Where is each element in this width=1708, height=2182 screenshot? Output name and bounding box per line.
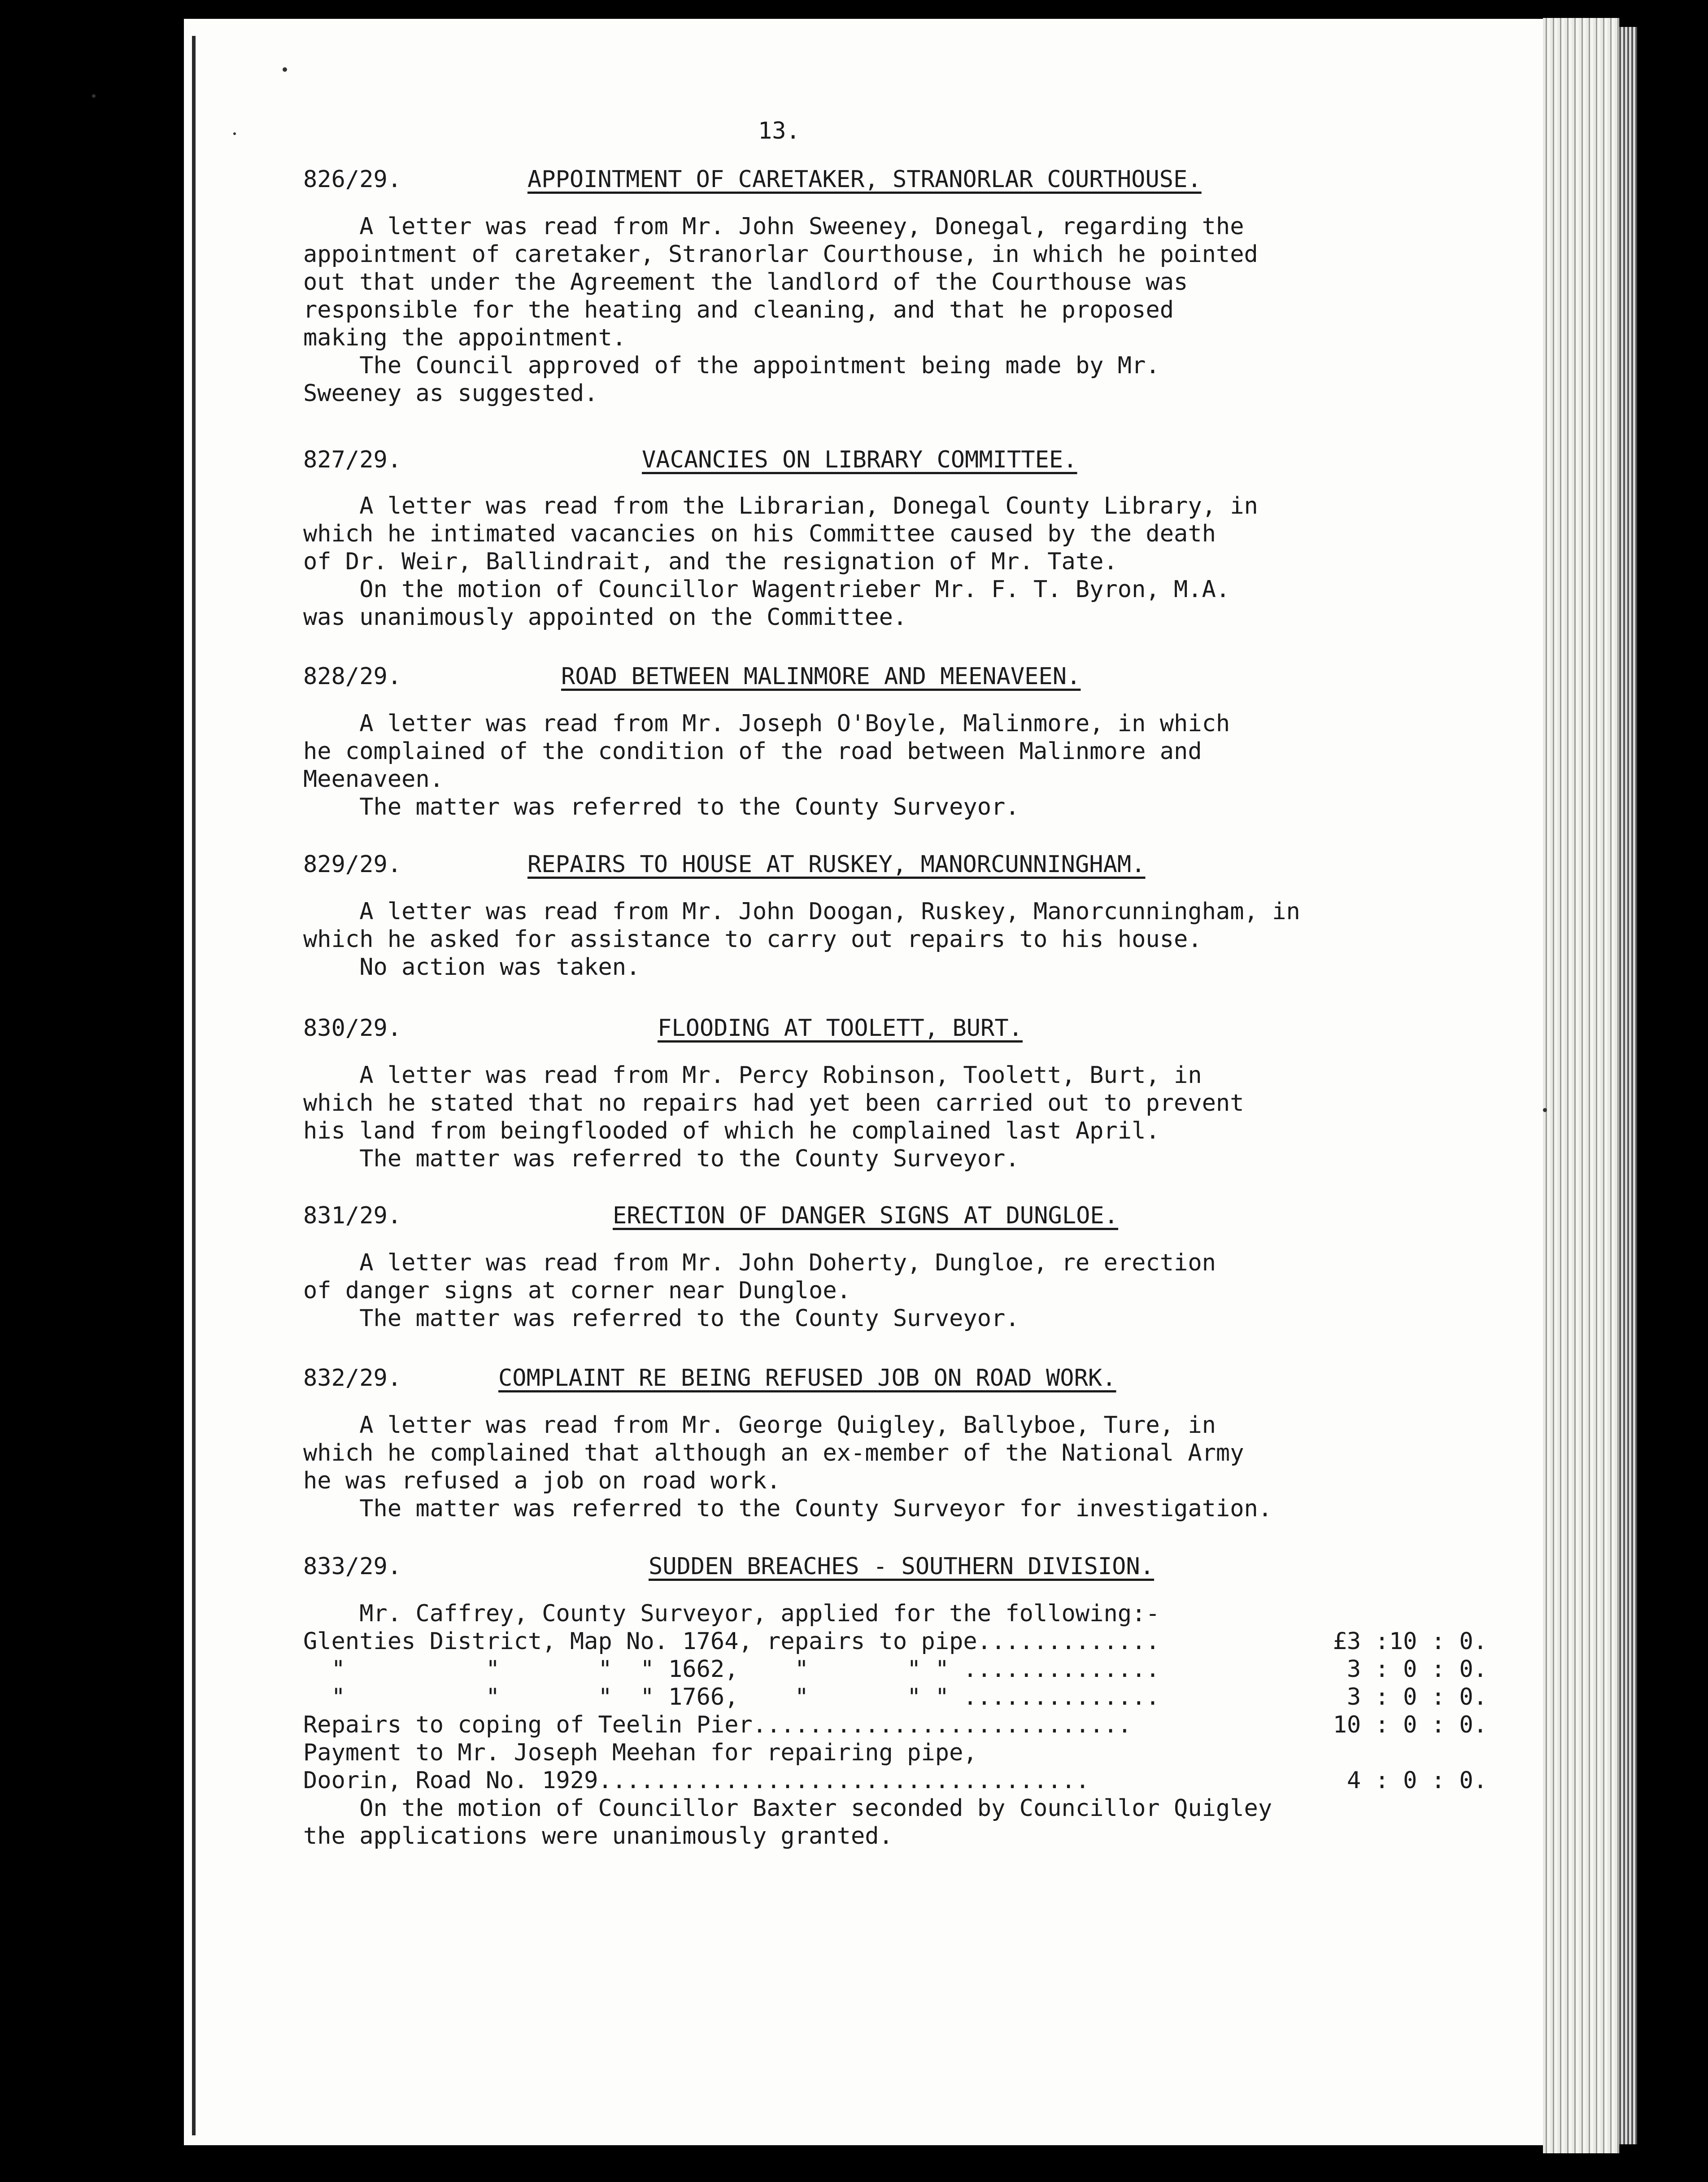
minute-line: A letter was read from Mr. Joseph O'Boyle, Malinmore, in which [303,710,1230,737]
payment-description: " " " " 1766, " " " .............. [303,1684,1160,1711]
minute-line: the applications were unanimously granted. [303,1823,893,1850]
payment-item [303,1683,1487,1711]
minute-826 [303,166,1487,407]
payment-item [303,1711,1487,1739]
payment-item [303,1739,1487,1767]
minute-number: 830/29. [303,1015,402,1042]
payment-amount: 3 : 0 : 0. [1333,1656,1487,1683]
minute-line: The matter was referred to the County Surveyor for investigation. [303,1495,1272,1522]
minute-line: of danger signs at corner near Dungloe. [303,1277,851,1304]
payment-description: Glenties District, Map No. 1764, repairs to pipe............. [303,1628,1160,1655]
minute-heading [303,1015,1487,1043]
minute-line: A letter was read from Mr. George Quigley, Ballyboe, Ture, in [303,1412,1216,1439]
minute-831 [303,1202,1487,1332]
page-stack-shadow [1619,27,1637,2144]
minute-line: making the appointment. [303,324,627,351]
minute-line: On the motion of Councillor Wagentrieber Mr. F. T. Byron, M.A. [303,576,1230,603]
minute-number: 826/29. [303,166,402,193]
minute-heading [303,446,1487,475]
minute-number: 829/29. [303,851,402,878]
minute-line: was unanimously appointed on the Committee. [303,604,907,631]
minute-line: The matter was referred to the County Surveyor. [303,1305,1020,1332]
binding-rule [192,36,196,2135]
page-stack-edge [1543,18,1619,2153]
payment-amount: 10 : 0 : 0. [1333,1711,1487,1738]
payment-description: Doorin, Road No. 1929................................... [303,1767,1090,1794]
minute-828 [303,663,1487,821]
minute-line: The matter was referred to the County Surveyor. [303,794,1020,820]
minute-830 [303,1015,1487,1173]
minute-line: which he complained that although an ex-member of the National Army [303,1440,1244,1466]
minute-number: 831/29. [303,1202,402,1229]
payment-amount: 4 : 0 : 0. [1333,1767,1487,1794]
minute-line: A letter was read from Mr. John Doogan, Ruskey, Manorcunningham, in [303,898,1300,925]
minute-number: 833/29. [303,1553,402,1580]
minute-line: A letter was read from the Librarian, Donegal County Library, in [303,493,1258,519]
payment-amount: £3 :10 : 0. [1333,1628,1487,1655]
minute-heading [303,663,1487,692]
minute-title: APPOINTMENT OF CARETAKER, STRANORLAR COURTHOUSE. [527,166,1202,193]
minute-number: 828/29. [303,663,402,690]
minute-line: he complained of the condition of the road between Malinmore and [303,738,1202,765]
minute-line: A letter was read from Mr. John Doherty, Dungloe, re erection [303,1249,1216,1276]
minute-heading [303,1553,1487,1582]
minute-832 [303,1365,1487,1523]
minute-829 [303,851,1487,981]
minute-line: On the motion of Councillor Baxter seconded by Councillor Quigley [303,1795,1272,1822]
payment-item [303,1628,1487,1655]
scan-speck [283,67,287,72]
scan-speck [233,132,236,135]
minute-line: out that under the Agreement the landlord of the Courthouse was [303,269,1188,296]
minute-line: The Council approved of the appointment being made by Mr. [303,352,1160,379]
payment-item [303,1655,1487,1683]
minute-title: VACANCIES ON LIBRARY COMMITTEE. [642,446,1077,473]
minute-number: 832/29. [303,1365,402,1392]
minute-line: of Dr. Weir, Ballindrait, and the resignation of Mr. Tate. [303,548,1118,575]
payment-amount: 3 : 0 : 0. [1333,1684,1487,1711]
minute-title: COMPLAINT RE BEING REFUSED JOB ON ROAD WORK. [498,1365,1116,1392]
minute-line: A letter was read from Mr. Percy Robinson, Toolett, Burt, in [303,1062,1202,1089]
scan-speck [1543,1108,1547,1112]
payment-item [303,1767,1487,1794]
minute-title: ERECTION OF DANGER SIGNS AT DUNGLOE. [613,1202,1119,1229]
minute-line: Mr. Caffrey, County Surveyor, applied for the following:- [303,1600,1160,1627]
minute-heading [303,1202,1487,1231]
minute-heading [303,166,1487,195]
scan-speck [92,94,96,98]
minute-line: Sweeney as suggested. [303,380,598,407]
minute-827 [303,446,1487,631]
minute-line: which he intimated vacancies on his Committee caused by the death [303,520,1216,547]
minute-number: 827/29. [303,446,402,473]
minute-833 [303,1553,1487,1850]
minute-heading [303,1365,1487,1393]
minute-title: FLOODING AT TOOLETT, BURT. [658,1015,1023,1042]
minute-title: SUDDEN BREACHES - SOUTHERN DIVISION. [649,1553,1155,1580]
page-number: 13. [758,118,800,144]
minute-line: Meenaveen. [303,766,444,793]
minute-line: which he stated that no repairs had yet been carried out to prevent [303,1090,1244,1117]
minute-line: The matter was referred to the County Surveyor. [303,1145,1020,1172]
minute-title: ROAD BETWEEN MALINMORE AND MEENAVEEN. [561,663,1081,690]
payment-description: Repairs to coping of Teelin Pier........................... [303,1711,1132,1738]
minute-line: No action was taken. [303,954,640,981]
minute-line: he was refused a job on road work. [303,1467,781,1494]
minute-line: responsible for the heating and cleaning, and that he proposed [303,297,1174,323]
minute-line: his land from beingflooded of which he complained last April. [303,1117,1160,1144]
minute-line: which he asked for assistance to carry out repairs to his house. [303,926,1202,953]
payment-description: Payment to Mr. Joseph Meehan for repairing pipe, [303,1739,977,1766]
minute-title: REPAIRS TO HOUSE AT RUSKEY, MANORCUNNINGHAM. [527,851,1146,878]
payment-description: " " " " 1662, " " " .............. [303,1656,1160,1683]
minute-line: appointment of caretaker, Stranorlar Courthouse, in which he pointed [303,241,1258,268]
minute-heading [303,851,1487,880]
minute-line: A letter was read from Mr. John Sweeney, Donegal, regarding the [303,213,1244,240]
